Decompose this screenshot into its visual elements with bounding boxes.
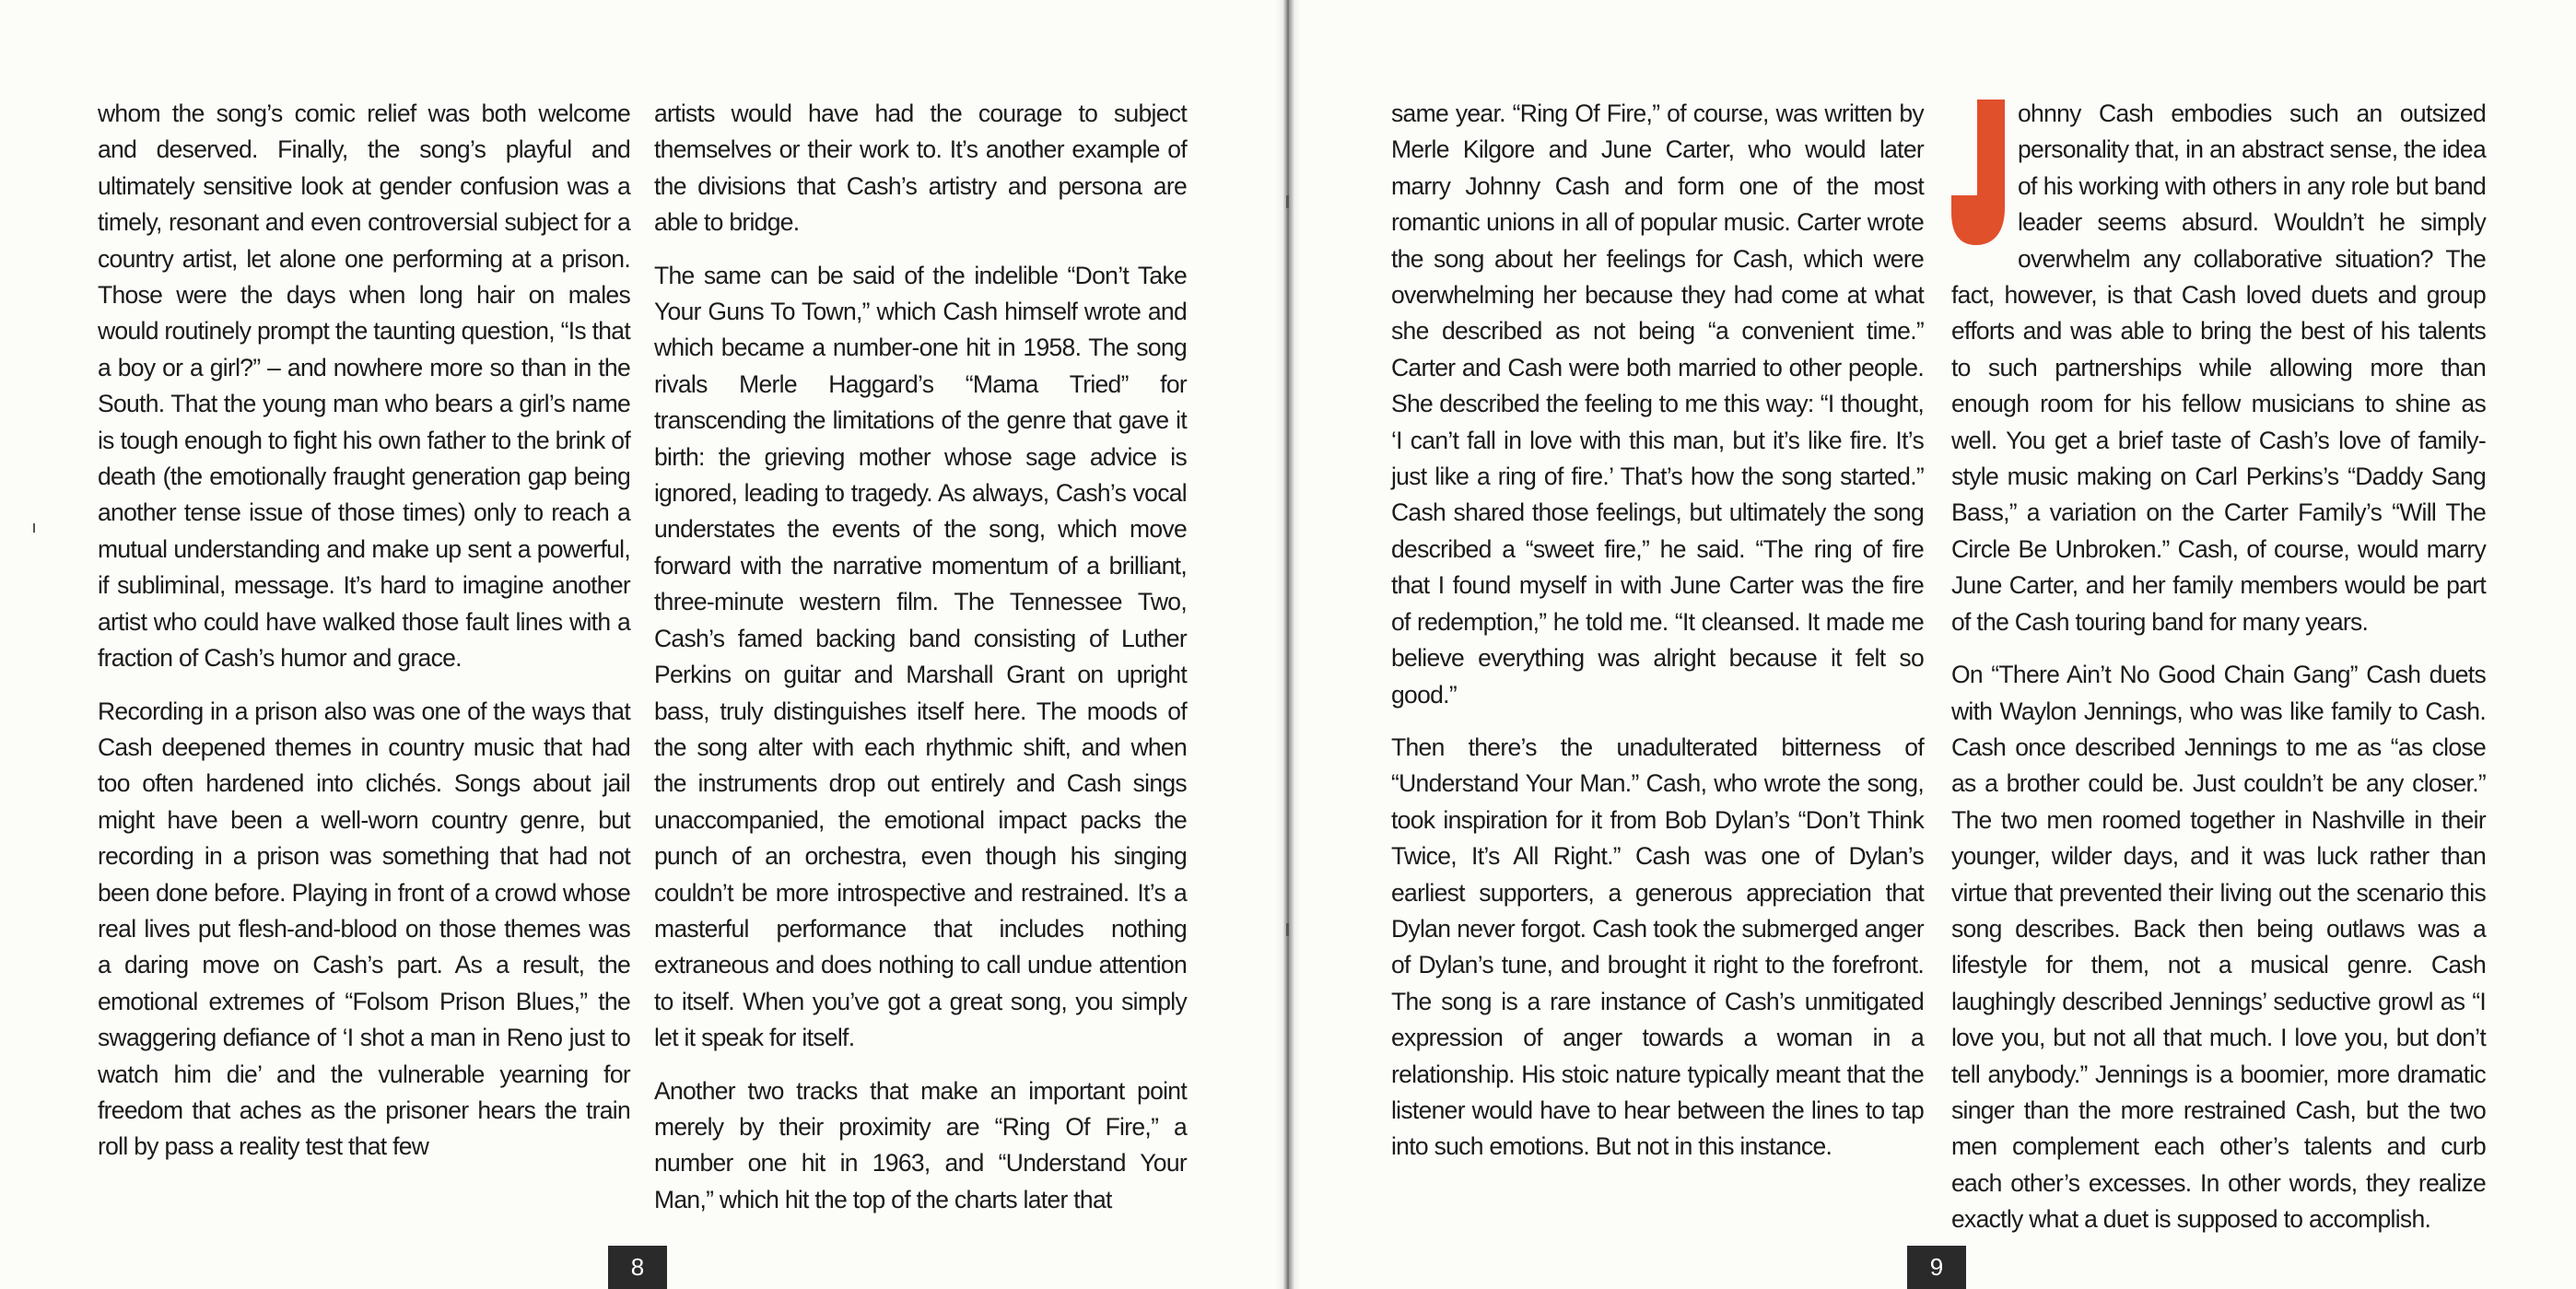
right-page-column-2 bbox=[1951, 96, 2486, 1255]
dropcap-letter-icon bbox=[1951, 100, 2005, 245]
page-number: 9 bbox=[1907, 1246, 1966, 1289]
paragraph: The same can be said of the indelible “Don’t Take Your Guns To Town,” which Cash himself wrote and which became a number-one hit in 1958. The song rivals Merle Haggard’s “Mama Tried” for transcending the limitations of the genre that gave it birth: the grieving mother whose sage advice is ignored, leading to tragedy. As always, Cash’s vocal understates the events of the song, which move forward with the narrative momentum of a brilliant, three-minute western film. The Tennessee Two, Cash’s famed backing band consisting of Luther Perkins on guitar and Marshall Grant on upright bass, truly distinguishes itself here. The moods of the song alter with each rhythmic shift, and when the instruments drop out entirely and Cash sings unaccompanied, the emotional impact packs the punch of an orchestra, even though his singing couldn’t be more introspective and restrained. It’s a masterful performance that includes nothing extraneous and does nothing to call undue attention to itself. When you’ve got a great song, you simply let it speak for itself. bbox=[654, 261, 1187, 1052]
right-page-column-1 bbox=[1391, 96, 1924, 1182]
paragraph: Recording in a prison also was one of the ways that Cash deepened themes in country music that had too often hardened into clichés. Songs about jail might have been a well-worn country genre, but recording in a prison was something that had not been done before. Playing in front of a crowd whose real lives put flesh-and-blood on those themes was a daring move on Cash’s part. As a result, the emotional extremes of “Folsom Prison Blues,” the swaggering defiance of ‘I shot a man in Reno just to watch him die’ and the vulnerable yearning for freedom that aches as the prisoner hears the train roll by pass a reality test that few bbox=[98, 697, 630, 1161]
margin-mark bbox=[33, 523, 35, 533]
paragraph: On “There Ain’t No Good Chain Gang” Cash duets with Waylon Jennings, who was like family to Cash. Cash once described Jennings to me as “as close as a brother could be. Just couldn’t be any closer.” The two men roomed together in Nashville in their younger, wilder days, and it was luck rather than virtue that prevented their living out the scenario this song describes. Back then being outlaws was a lifestyle for them, not a musical genre. Cash laughingly described Jennings’ seductive growl as “I love you, but not all that much. I love you, but don’t tell anybody.” Jennings is a boomier, more dramatic singer than the more restrained Cash, but the two men complement each other’s talents and curb each other’s excesses. In other words, they realize exactly what a duet is supposed to accomplish. bbox=[1951, 661, 2486, 1234]
fold-mark bbox=[1286, 195, 1289, 208]
paragraph-text: ohnny Cash embodies such an outsized personality that, in an abstract sense, the idea of his working with others in any role but band leader seems absurd. Wouldn’t he simply overwhelm any collaborative situation? The fact, however, is that Cash loved duets and group efforts and was able to bring the best of his talents to such partnerships while allowing more than enough room for his fellow musicians to shine as well. You get a brief taste of Cash’s love of family-style music making on Carl Perkins’s “Daddy Sang Bass,” a variation on the Carter Family’s “Will The Circle Be Unbroken.” Cash, of course, would marry June Carter, and her family members would be part of the Cash touring band for many years. bbox=[1951, 100, 2486, 636]
booklet-spine bbox=[1275, 0, 1301, 1289]
paragraph: same year. “Ring Of Fire,” of course, was written by Merle Kilgore and June Carter, who would later marry Johnny Cash and form one of the most romantic unions in all of popular music. Carter wrote the song about her feelings for Cash, which were overwhelming her because they had come at what she described as not being “a convenient time.” Carter and Cash were both married to other people. She described the feeling to me this way: “I thought, ‘I can’t fall in love with this man, but it’s like fire. It’s just like a ring of fire.’ That’s how the song started.” Cash shared those feelings, but ultimately the song described a “sweet fire,” he said. “The ring of fire that I found myself in with June Carter was the fire of redemption,” he told me. “It cleansed. It made me believe everything was alright because it felt so good.” bbox=[1391, 100, 1924, 709]
paragraph-with-dropcap bbox=[1951, 96, 2486, 640]
left-page-column-1 bbox=[98, 96, 630, 1182]
paragraph: artists would have had the courage to subject themselves or their work to. It’s another example of the divisions that Cash’s artistry and persona are able to bridge. bbox=[654, 100, 1187, 237]
paragraph: Another two tracks that make an important point merely by their proximity are “Ring Of Fire,” a number one hit in 1963, and “Understand Your Man,” which hit the top of the charts later that bbox=[654, 1076, 1187, 1213]
paragraph: Then there’s the unadulterated bitterness of “Understand Your Man.” Cash, who wrote the song, took inspiration for it from Bob Dylan’s “Don’t Think Twice, It’s All Right.” Cash was one of Dylan’s earliest supporters, a generous appreciation that Dylan never forgot. Cash took the submerged anger of Dylan’s tune, and brought it right to the forefront. The song is a rare instance of Cash’s unmitigated expression of anger towards a woman in a relationship. His stoic nature typically meant that the listener would have to hear between the lines to tap into such emotions. But not in this instance. bbox=[1391, 732, 1924, 1161]
left-page-column-2 bbox=[654, 96, 1187, 1235]
paragraph: whom the song’s comic relief was both welcome and deserved. Finally, the song’s playful and ultimately sensitive look at gender confusion was a timely, resonant and even controversial subject for a country artist, let alone one performing at a prison. Those were the days when long hair on males would routinely prompt the taunting question, “Is that a boy or a girl?” – and nowhere more so than in the South. That the young man who bears a girl’s name is tough enough to fight his own father to the brink of death (the emotionally fraught generation gap being another tense issue of those times) only to reach a mutual understanding and make up sent a powerful, if subliminal, message. It’s hard to imagine another artist who could have walked those fault lines with a fraction of Cash’s humor and grace. bbox=[98, 100, 630, 673]
fold-mark bbox=[1286, 923, 1289, 936]
dropcap-j bbox=[1951, 100, 2005, 245]
page-number: 8 bbox=[608, 1246, 667, 1289]
